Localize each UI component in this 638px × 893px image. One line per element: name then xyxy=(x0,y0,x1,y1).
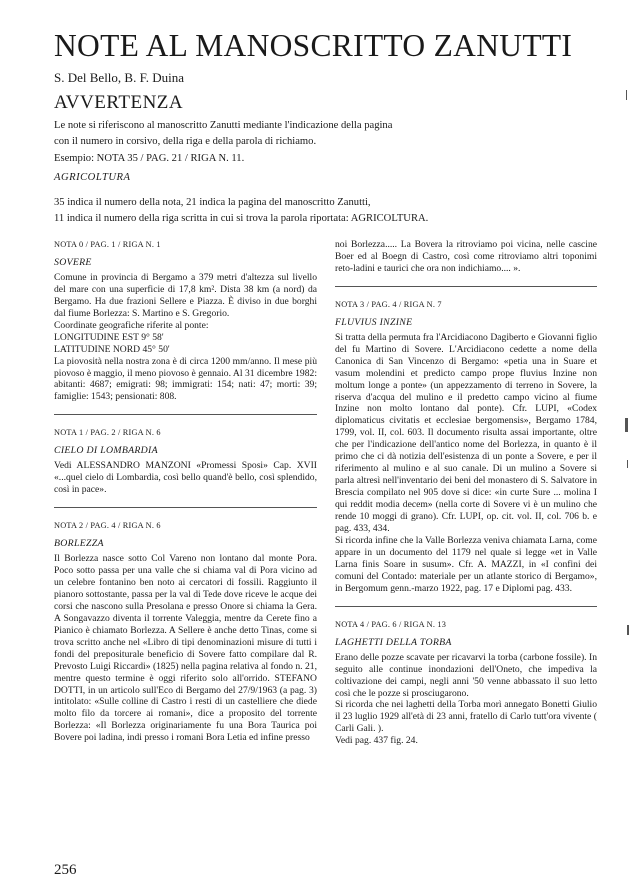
note-title: LAGHETTI DELLA TORBA xyxy=(335,636,452,648)
note-paragraph: Erano delle pozze scavate per ricavarvi la torba (carbone fossile). In seguito alle continue inondazioni dell'Oneto, che impediva la coltivazione dei campi, negli anni '50 venne abbassato il suo letto così che le pozze si prosciugarono. xyxy=(335,651,597,699)
note-paragraph: Coordinate geografiche riferite al ponte: xyxy=(54,319,209,331)
note-continuation: noi Borlezza..... La Bovera la ritroviamo poi vicina, nelle cascine Boer ed al Boegn di Castro, così come ritroviamo altri toponimi reto-ladini e taurici che ora non indichiamo.... ». xyxy=(335,239,597,274)
note-title: FLUVIUS INZINE xyxy=(335,316,413,328)
note-paragraph: Si ricorda che nei laghetti della Torba morì annegato Bonetti Giulio il 23 luglio 1929 all'età di 23 anni, fratello di Carlo tutt'ora vivente ( Carli Gali. ). xyxy=(335,699,597,735)
note-paragraph: Vedi ALESSANDRO MANZONI «Promessi Sposi» Cap. XVII «...quel cielo di Lombardia, così bello quand'è bello, così splendido, così in pace». xyxy=(54,460,317,496)
right-column xyxy=(335,239,597,747)
note-header: NOTA 1 / PAG. 2 / RIGA N. 6 xyxy=(54,428,161,438)
note-header: NOTA 4 / PAG. 6 / RIGA N. 13 xyxy=(335,619,447,629)
note-title: BORLEZZA xyxy=(54,538,104,550)
note-paragraph: Vedi pag. 437 fig. 24. xyxy=(335,735,418,747)
intro-line: con il numero in corsivo, della riga e della parola di richiamo. xyxy=(54,135,317,147)
note-paragraph: Si ricorda infine che la Valle Borlezza veniva chiamata Larna, come appare in un documento del 1179 nel quale si legge «et in Valle Larna finis Soare in susum». Cfr. A. MAZZI, in «I confini dei comuni del Contado: materiale per un atlante storico di Bergamo», in Bergomum genn.-marzo 1922, pag. 17 e Diplomi pag. 433. xyxy=(335,534,597,594)
note-header: NOTA 2 / PAG. 4 / RIGA N. 6 xyxy=(54,521,161,531)
note-paragraph: Si tratta della permuta fra l'Arcidiacono Dagiberto e Giovanni figlio del fu Martino di Sovere. L'Arcidiacono cedette a nome della Canonica di San Vincenzo di Bergamo: «petia una in Suare et vasum molendini et predicto campo prope fluvius Inzine non moltum longe a ponte» (un appezzamento di terreno in Sovere, la riserva d'acqua del mulino e il predetto campo vicino al fiume Inzine non molto lontano dal ponte). Cfr. LUPI, «Codex diplomaticus civitatis et ecclesiae bergomensis», Bergamo 1784, 1799, vol. II, col. 603. Il documento risulta assai importante, oltre che per l'indicazione dell'antico nome del Borlezza, in quanto è il primo che ci dà notizia dell'esistenza di un ponte a Sovere, e per il riferimento al mulino e al suo canale. Di un mulino a Sovere si parla altresì nell'inventario dei beni del monastero di S. Salvatore in Brescia compilato nel 905 dove si dice: «in curte Sure ... molina I qui reddit modia decem» (nella corte di Sovere vi è un mulino che rende 10 moggi di grano). Cfr. LUPI, op. cit. vol. II, col. 706 b. e pag. 433, 434. xyxy=(335,331,597,535)
section-heading-avvertenza: AVVERTENZA xyxy=(54,92,184,113)
page-title: NOTE AL MANOSCRITTO ZANUTTI xyxy=(54,28,573,63)
example-word: AGRICOLTURA xyxy=(54,172,131,183)
note-paragraph: La piovosità nella nostra zona è di circa 1200 mm/anno. Il mese più piovoso è maggio, il meno piovoso è gennaio. Al 31 dicembre 1982: abitanti: 4687; emigrati: 98; immigrati: 154; nati: 47; morti: 39; famiglie: 1543; pensionati: 808. xyxy=(54,355,317,403)
example-explanation xyxy=(54,195,594,226)
note-divider xyxy=(54,507,317,508)
scan-mark xyxy=(626,90,627,100)
note-paragraph: LATITUDINE NORD 45° 50' xyxy=(54,343,170,355)
note-header: NOTA 0 / PAG. 1 / RIGA N. 1 xyxy=(54,240,161,249)
authors: S. Del Bello, B. F. Duina xyxy=(54,70,185,85)
note-title: SOVERE xyxy=(54,256,92,268)
note-paragraph: Comune in provincia di Bergamo a 379 metri d'altezza sul livello del mare con una superficie di 17,8 km². Dista 38 km (a nord) da Bergamo. Ha due frazioni Sellere e Piazza. È diviso in due borghi dal fiume Borlezza: S. Martino e S. Gregorio. xyxy=(54,271,317,319)
note-title: CIELO DI LOMBARDIA xyxy=(54,445,158,457)
note-divider xyxy=(335,606,597,607)
intro-text xyxy=(54,118,584,149)
note-header: NOTA 3 / PAG. 4 / RIGA N. 7 xyxy=(335,299,442,309)
note-paragraph: Il Borlezza nasce sotto Col Vareno non lontano dal monte Pora. Poco sotto passa per una valle che si chiama val di Pora vicino ad un celebre fontanino ben noto ai cercatori di fossili. Raggiunto il pianoro sottostante, passa per la val di Tede dove riceve le acque dei corsi che nascono sulla Presolana e presso Onore si chiama la Gera. A Songavazzo diventa il torrente Valeggia, mentre da Cerete fino a Pianico è chiamato Borlezza. A Sellere è anche detto Tinas, come si trova scritto anche nel «Libro di tipi denominazioni misure di tutti i fondi del prepositurale beneficio di Sovere fatto compilare dal R. Prevosto Luigi Riccardi» (1825) nella pagina relativa al fondo n. 21, mentre questo termine è oggi riferito solo all'orrido. STEFANO DOTTI, in un articolo sull'Eco di Bergamo del 27/9/1963 (a pag. 3) intitolato: «Sulle colline di Castro i resti di un castelliere che diede molto filo da torcere ai romani», dice a proposito del torrente Borlezza: «Il Borlezza originariamente fu una Bora Taurica poi Bovere poi ladina, indi presso i romani Bora Letia ed infine presso xyxy=(54,553,317,744)
explanation-line: 11 indica il numero della riga scritta in cui si trova la parola riportata: AGRICOLTURA. xyxy=(54,212,429,224)
explanation-line: 35 indica il numero della nota, 21 indica la pagina del manoscritto Zanutti, xyxy=(54,197,371,208)
note-divider xyxy=(335,286,597,287)
left-column xyxy=(54,239,317,744)
scan-mark xyxy=(627,460,628,468)
example-line: Esempio: NOTA 35 / PAG. 21 / RIGA N. 11. xyxy=(54,153,245,164)
note-paragraph: LONGITUDINE EST 9° 58' xyxy=(54,331,164,343)
page-number: 256 xyxy=(54,862,77,878)
scan-mark xyxy=(627,625,629,635)
note-divider xyxy=(54,414,317,415)
scan-mark xyxy=(625,418,628,432)
intro-line: Le note si riferiscono al manoscritto Zanutti mediante l'indicazione della pagina xyxy=(54,120,393,131)
